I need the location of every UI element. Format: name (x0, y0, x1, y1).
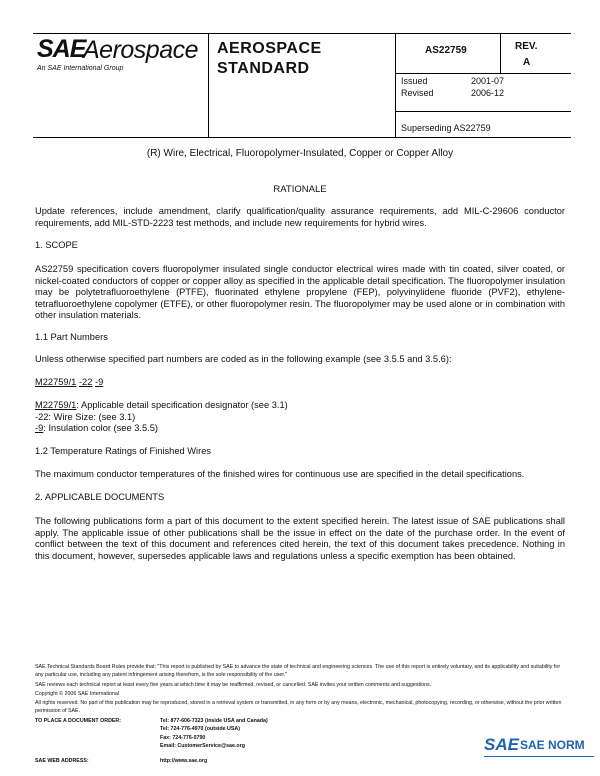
rationale-text: Update references, include amendment, clarify qualification/quality assurance requirements, add MIL-C-29606 conductor requirements, add MIL-STD-2223 test methods, and include new requirements for hybrid wires. (35, 206, 565, 228)
standard-type-line1: AEROSPACE (217, 40, 322, 57)
order-label: TO PLACE A DOCUMENT ORDER: (35, 718, 122, 724)
legend-item: -22: Wire Size: (see 3.1) (35, 411, 136, 422)
order-contacts (160, 717, 420, 751)
logo-sae-text: SAE (37, 35, 86, 63)
document-title: (R) Wire, Electrical, Fluoropolymer-Insulated, Copper or Copper Alloy (146, 148, 454, 159)
footer-rights: All rights reserved. No part of this publication may be reproduced, stored in a retrieval system or transmitted, in any form or by any means, electronic, mechanical, photocopying, recording, or otherwise, without the prior written permission of SAE. (35, 700, 562, 715)
temperature-text: The maximum conductor temperatures of the finished wires for continuous use are specified in the detail specifications. (35, 469, 525, 479)
applicable-documents-heading: 2. APPLICABLE DOCUMENTS (35, 492, 165, 502)
example-color: -9 (94, 377, 104, 387)
header-divider (395, 73, 571, 74)
part-numbers-heading: 1.1 Part Numbers (35, 332, 108, 342)
part-number-legend (35, 400, 565, 435)
sae-norm-text: SAE NORM (520, 738, 585, 752)
legend-desc: : Insulation color (see 3.5.5) (43, 423, 159, 434)
web-address-label: SAE WEB ADDRESS: (35, 758, 89, 764)
legend-desc: : Applicable detail specification designator (see 3.1) (76, 400, 288, 410)
revision-value: A (523, 57, 531, 68)
order-email[interactable]: Email: CustomerService@sae.org (160, 743, 245, 750)
legend-code: M22759/1 (35, 400, 77, 410)
header-divider (208, 33, 209, 137)
part-number-example (35, 377, 565, 389)
web-address-link[interactable]: http://www.sae.org (160, 758, 208, 764)
superseding-note: Superseding AS22759 (401, 123, 491, 133)
header-divider (395, 33, 396, 137)
footer-copyright: Copyright © 2006 SAE International (35, 691, 119, 697)
revision-label: REV. (515, 41, 538, 52)
logo-subtitle: An SAE International Group (37, 65, 124, 72)
scope-text: AS22759 specification covers fluoropolymer insulated single conductor electrical wires made with tin coated, silver coated, or nickel-coated conductors of copper or copper alloy as specified in the applicable detail specification. The fluoropolymer insulation may be polytetrafluoroethylene (PTFE), fluorinated ethylene propylene (FEP), polyvinylidene fluoride (PVF2), ethylene-tetrafluoroethylene copolymer (ETFE), or other fluoropolymer resin. The fluoropolymer may be used alone or in combination with other insulation materials. (35, 264, 565, 321)
sae-norm-mark: SAE (484, 735, 519, 754)
header-top-rule (33, 33, 571, 34)
temperature-heading: 1.2 Temperature Ratings of Finished Wires (35, 446, 212, 456)
legend-code: -9 (35, 423, 44, 434)
footer-policy: SAE Technical Standards Board Rules provide that: "This report is published by SAE to advance the state of technical and engineering sciences. The use of this report is entirely voluntary, and its applicability and suitability for any particular use, including any patent infringement arising therefrom, is the sole responsibility of the user." (35, 664, 561, 679)
issued-label: Issued (401, 76, 428, 86)
order-phone-us: Tel: 877-606-7323 (inside USA and Canada) (160, 718, 268, 724)
sae-norm-rule (484, 756, 594, 757)
header-divider (500, 33, 501, 73)
example-wire-size: -22 (78, 377, 93, 387)
order-phone-intl: Tel: 724-776-4970 (outside USA) (160, 726, 240, 733)
document-header (33, 33, 571, 137)
standard-type-line2: STANDARD (217, 60, 310, 77)
issued-date: 2001-07 (471, 76, 505, 86)
example-designator: M22759/1 (35, 377, 77, 387)
standard-type (217, 39, 322, 79)
header-divider (395, 111, 571, 112)
order-fax: Fax: 724-776-0790 (160, 734, 206, 741)
document-number: AS22759 (425, 45, 467, 56)
header-bottom-rule (33, 137, 571, 138)
rationale-heading: RATIONALE (273, 184, 327, 195)
applicable-documents-text: The following publications form a part of this document to the extent specified herein. The latest issue of SAE publications shall apply. The applicable issue of other publications shall be the issue in effect on the date of the purchase order. In the event of conflict between the text of this document and references cited herein, the text of this document takes precedence. Nothing in this document, however, supersedes applicable laws and regulations unless a specific exemption has been obtained. (35, 516, 565, 561)
footer-review: SAE reviews each technical report at least every five years at which time it may be reaffirmed, revised, or cancelled. SAE invites your written comments and suggestions. (35, 682, 432, 688)
logo-aerospace-text: Aerospace (83, 36, 199, 64)
revised-date: 2006-12 (471, 88, 505, 98)
scope-heading: 1. SCOPE (35, 240, 78, 250)
legend-item (35, 423, 565, 435)
part-numbers-intro: Unless otherwise specified part numbers are coded as in the following example (see 3.5.5 and 3.5.6): (35, 354, 452, 364)
revised-label: Revised (401, 88, 434, 98)
legend-item (35, 400, 565, 412)
